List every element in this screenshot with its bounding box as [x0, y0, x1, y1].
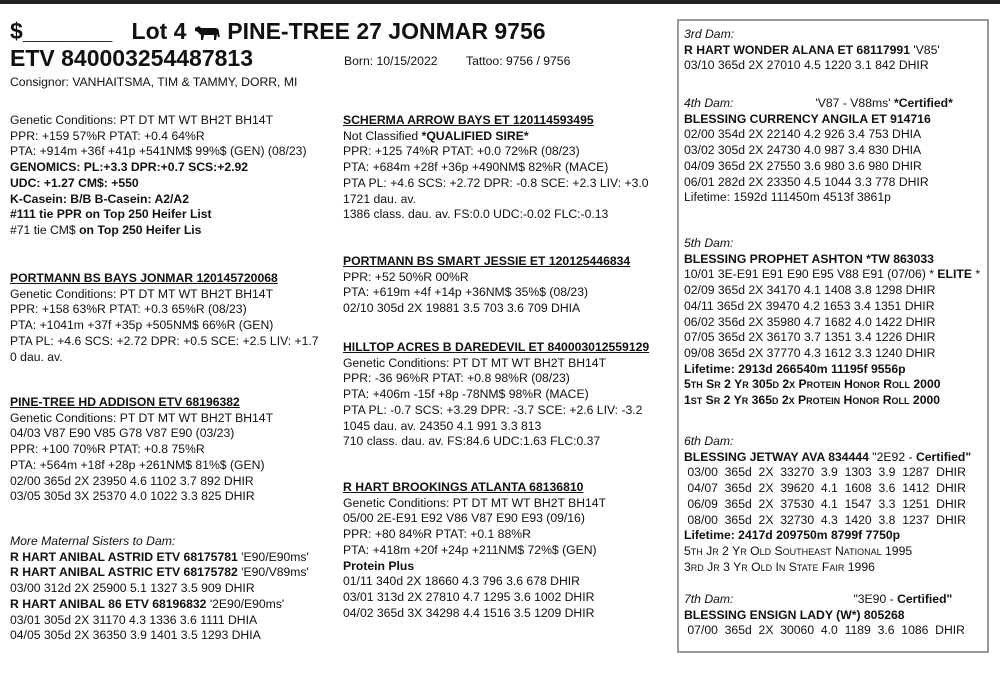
sixth-dam	[684, 434, 971, 575]
sister-3	[10, 597, 309, 613]
udc-line: UDC: +1.27 CM$: +550	[10, 175, 139, 190]
mgs-line: PTA PL: -0.7 SCS: +3.29 DPR: -3.7 SCE: +2.6 LIV: -3.2	[343, 402, 643, 417]
dam-lifetime: Lifetime: 2913d 266540m 11195f 9556p	[684, 361, 906, 376]
show-result: 5th Jr 2 Yr Old Southeast National 1995	[684, 543, 913, 558]
sister-name: R HART ANIBAL ASTRIC ETV 68175782	[10, 565, 238, 580]
certified-badge: *Certified*	[890, 96, 953, 110]
dam-record: 07/00 365d 2X 30060 4.0 1189 3.6 1086 DHIR	[684, 623, 965, 638]
dam-name: BLESSING PROPHET ASHTON *TW 863033	[684, 251, 934, 266]
dam-record: 03/00 365d 2X 33270 3.9 1303 3.9 1287 DHIR	[684, 465, 966, 480]
dam-name: BLESSING ENSIGN LADY (W*) 805268	[684, 607, 905, 622]
granddam-block	[343, 480, 606, 621]
sister-record: 03/00 312d 2X 25900 5.1 1327 3.5 909 DHIR	[10, 581, 255, 596]
cow-icon	[193, 23, 221, 41]
elite-badge: ELITE	[937, 267, 972, 282]
dam-class: "2E92 -	[868, 449, 916, 464]
mgs-line: 1045 dau. av. 24350 4.1 991 3.3 813	[343, 418, 542, 433]
animal-name: PINE-TREE 27 JONMAR 9756	[227, 18, 546, 44]
dam-label-line	[684, 592, 965, 608]
honor-roll: 5th Sr 2 Yr 305d 2x Protein Honor Roll 2000	[684, 377, 941, 392]
certified-badge: Certified"	[915, 449, 972, 464]
dam-record: 06/09 365d 2X 37530 4.1 1547 3.3 1251 DHIR	[684, 496, 966, 511]
top-list-cm-rank: #71 tie CM$	[10, 222, 76, 237]
dam-name-line	[684, 43, 940, 59]
qualified-badge: *QUALIFIED SIRE*	[421, 128, 529, 143]
dam-label-line	[684, 96, 953, 112]
sister-class: 'E90/E90ms'	[237, 549, 309, 564]
sires-sire-line: PTA: +684m +28f +36p +490NM$ 82%R (MACE)	[343, 160, 609, 175]
ppr-line: PPR: +159 57%R PTAT: +0.4 64%R	[10, 128, 205, 143]
casein-line: K-Casein: B/B B-Casein: A2/A2	[10, 191, 190, 206]
sire-line: 0 dau. av.	[10, 349, 63, 364]
fifth-dam	[684, 236, 980, 409]
top-list-cm	[10, 223, 307, 239]
mgs-line: 710 class. dau. av. FS:84.6 UDC:1.63 FLC:0.37	[343, 434, 601, 449]
sire-line: PTA: +1041m +37f +35p +505NM$ 66%R (GEN)	[10, 318, 274, 333]
certified-badge: Certified"	[897, 592, 953, 606]
dam-record: 09/08 365d 2X 37770 4.3 1612 3.3 1240 DHIR	[684, 345, 936, 360]
granddam-line: 05/00 2E-E91 E92 V86 V87 E90 E93 (09/16)	[343, 511, 585, 526]
mgs-name: HILLTOP ACRES B DAREDEVIL ET 840003012559129	[343, 340, 650, 354]
sister-record: 03/01 305d 2X 31170 4.3 1336 3.6 1111 DHIA	[10, 612, 258, 627]
sister-record: 04/05 305d 2X 36350 3.9 1401 3.5 1293 DHIA	[10, 628, 261, 643]
dam-line: 03/05 305d 3X 25370 4.0 1022 3.3 825 DHIR	[10, 489, 255, 504]
etv-id: ETV 840003254487813	[10, 45, 253, 71]
dam-record: 03/02 305d 2X 24730 4.0 987 3.4 830 DHIA	[684, 143, 922, 158]
dam-class: "3E90 -	[853, 592, 898, 606]
granddam-record: 04/02 365d 3X 34298 4.4 1516 3.5 1209 DHIR	[343, 605, 595, 620]
dam-label: 6th Dam:	[684, 434, 734, 448]
dam-name-line	[684, 450, 971, 466]
top-list-cm-text: on Top 250 Heifer Lis	[75, 222, 202, 237]
dam-record: 04/07 365d 2X 39620 4.1 1608 3.6 1412 DHIR	[684, 481, 966, 496]
sires-dam-name: PORTMANN BS SMART JESSIE ET 120125446834	[343, 254, 631, 268]
dam-label: 4th Dam:	[684, 96, 734, 110]
sires-sire-block	[343, 113, 649, 223]
sire-line: PTA PL: +4.6 SCS: +2.72 DPR: +0.5 SCE: +2.5 LIV: +1.7	[10, 333, 319, 348]
sires-dam-block	[343, 254, 630, 317]
sire-line: Genetic Conditions: PT DT MT WT BH2T BH14T	[10, 286, 274, 301]
top-rule	[0, 0, 1000, 4]
sister-class: 'E90/V89ms'	[237, 565, 309, 580]
dam-class-line	[684, 267, 980, 283]
sister-class: '2E90/E90ms'	[206, 596, 285, 611]
dam-record: 03/10 365d 2X 27010 4.5 1220 3.1 842 DHIR	[684, 58, 929, 73]
sire-name: PORTMANN BS BAYS JONMAR 120145720068	[10, 271, 278, 285]
dam-name: R HART WONDER ALANA ET 68117991	[684, 42, 910, 57]
sisters-block	[10, 534, 309, 644]
sires-sire-line: 1386 class. dau. av. FS:0.0 UDC:-0.02 FLC:-0.13	[343, 207, 609, 222]
sister-name: R HART ANIBAL ASTRID ETV 68175781	[10, 549, 238, 564]
show-result: 3rd Jr 3 Yr Old In State Fair 1996	[684, 559, 875, 574]
sister-2	[10, 565, 309, 581]
genetic-conditions: Genetic Conditions: PT DT MT WT BH2T BH14T	[10, 113, 274, 127]
top-list-ppr: #111 tie PPR on Top 250 Heifer List	[10, 207, 212, 222]
dam-record: 07/05 365d 2X 36170 3.7 1351 3.4 1226 DHIR	[684, 330, 936, 345]
sire-block	[10, 271, 319, 365]
dam-class-tail: *	[971, 267, 981, 282]
dam-record: 02/09 365d 2X 34170 4.1 1408 3.8 1298 DHIR	[684, 283, 936, 298]
price-blank: $_______	[10, 18, 113, 44]
mgs-block	[343, 340, 649, 450]
genomics-line: GENOMICS: PL:+3.3 DPR:+0.7 SCS:+2.92	[10, 160, 249, 175]
honor-roll: 1st Sr 2 Yr 365d 2x Protein Honor Roll 2000	[684, 393, 941, 408]
tattoo: Tattoo: 9756 / 9756	[466, 54, 571, 68]
dam-block	[10, 395, 273, 505]
mgs-line: PPR: -36 96%R PTAT: +0.8 98%R (08/23)	[343, 371, 570, 386]
sister-name: R HART ANIBAL 86 ETV 68196832	[10, 596, 207, 611]
granddam-name: R HART BROOKINGS ATLANTA 68136810	[343, 480, 584, 494]
mgs-line: PTA: +406m -15f +8p -78NM$ 98%R (MACE)	[343, 387, 589, 402]
third-dam	[684, 27, 940, 74]
granddam-record: 01/11 340d 2X 18660 4.3 796 3.6 678 DHIR	[343, 574, 580, 589]
dam-record: 08/00 365d 2X 32730 4.3 1420 3.8 1237 DHIR	[684, 512, 966, 527]
dam-line: Genetic Conditions: PT DT MT WT BH2T BH14T	[10, 410, 274, 425]
dam-record: 02/00 354d 2X 22140 4.2 926 3.4 753 DHIA	[684, 127, 922, 142]
dam-record: 04/09 365d 2X 27550 3.6 980 3.6 980 DHIR	[684, 158, 922, 173]
dam-label: 5th Dam:	[684, 236, 734, 250]
dam-record: 06/02 356d 2X 35980 4.7 1682 4.0 1422 DHIR	[684, 314, 936, 329]
dam-line: 04/03 V87 E90 V85 G78 V87 E90 (03/23)	[10, 426, 235, 441]
seventh-dam	[684, 592, 965, 639]
dam-line: PPR: +100 70%R PTAT: +0.8 75%R	[10, 442, 205, 457]
pta-line: PTA: +914m +36f +41p +541NM$ 99%$ (GEN) (08/23)	[10, 144, 307, 159]
granddam-line: Genetic Conditions: PT DT MT WT BH2T BH14T	[343, 495, 607, 510]
sires-sire-line: PTA PL: +4.6 SCS: +2.72 DPR: -0.8 SCE: +2.3 LIV: +3.0	[343, 175, 649, 190]
dam-class: 10/01 3E-E91 E91 E90 E95 V88 E91 (07/06) *	[684, 267, 938, 282]
dam-name: PINE-TREE HD ADDISON ETV 68196382	[10, 395, 240, 409]
dam-class: 'V85'	[909, 42, 940, 57]
dam-name: BLESSING JETWAY AVA 834444	[684, 449, 869, 464]
born-date: Born: 10/15/2022	[344, 54, 438, 68]
dam-label: 7th Dam:	[684, 592, 734, 606]
mgs-line: Genetic Conditions: PT DT MT WT BH2T BH14T	[343, 355, 607, 370]
dam-record: 04/11 365d 2X 39470 4.2 1653 3.4 1351 DHIR	[684, 298, 935, 313]
granddam-record: 03/01 313d 2X 27810 4.7 1295 3.6 1002 DHIR	[343, 589, 595, 604]
dam-name: BLESSING CURRENCY ANGILA ET 914716	[684, 111, 931, 126]
consignor: Consignor: VANHAITSMA, TIM & TAMMY, DORR, MI	[10, 75, 298, 89]
classification: Not Classified	[343, 128, 422, 143]
sires-sire-line: PPR: +125 74%R PTAT: +0.0 72%R (08/23)	[343, 144, 580, 159]
sires-sire-name: SCHERMA ARROW BAYS ET 120114593495	[343, 113, 594, 127]
sires-dam-line: PPR: +52 50%R 00%R	[343, 269, 469, 284]
protein-plus: Protein Plus	[343, 558, 415, 573]
dam-class: 'V87 - V88ms'	[815, 96, 891, 110]
sires-sire-class	[343, 129, 649, 145]
sisters-heading: More Maternal Sisters to Dam:	[10, 534, 176, 548]
dam-record: 06/01 282d 2X 23350 4.5 1044 3.3 778 DHIR	[684, 174, 929, 189]
dam-lifetime: Lifetime: 1592d 111450m 4513f 3861p	[684, 190, 891, 205]
granddam-line: PTA: +418m +20f +24p +211NM$ 72%$ (GEN)	[343, 542, 597, 557]
animal-info	[10, 113, 307, 239]
sires-sire-line: 1721 dau. av.	[343, 191, 416, 206]
fourth-dam	[684, 96, 953, 206]
sires-dam-line: 02/10 305d 2X 19881 3.5 703 3.6 709 DHIA	[343, 301, 581, 316]
sire-line: PPR: +158 63%R PTAT: +0.3 65%R (08/23)	[10, 302, 247, 317]
lot-number: Lot 4	[131, 18, 187, 44]
lot-title	[10, 18, 546, 45]
dam-label: 3rd Dam:	[684, 27, 735, 41]
sires-dam-line: PTA: +619m +4f +14p +36NM$ 35%$ (08/23)	[343, 285, 589, 300]
dam-line: PTA: +564m +18f +28p +261NM$ 81%$ (GEN)	[10, 457, 265, 472]
sister-1	[10, 550, 309, 566]
dam-line: 02/00 365d 2X 23950 4.6 1102 3.7 892 DHIR	[10, 473, 254, 488]
granddam-line: PPR: +80 84%R PTAT: +0.1 88%R	[343, 527, 531, 542]
dam-lifetime: Lifetime: 2417d 209750m 8799f 7750p	[684, 528, 901, 543]
